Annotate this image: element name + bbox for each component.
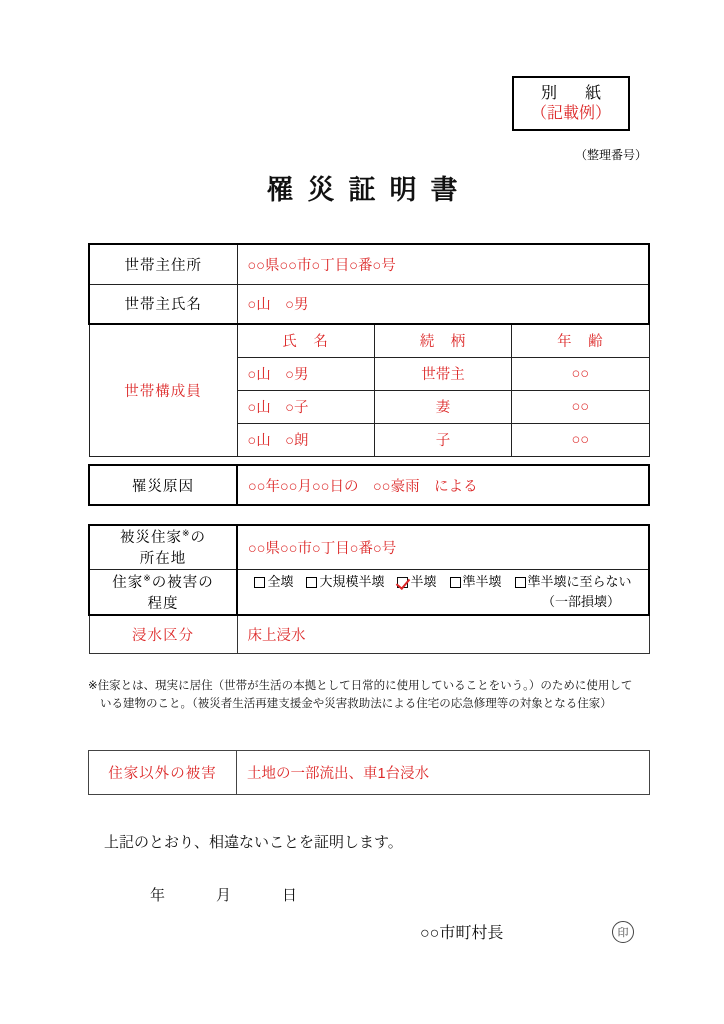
other-damage-value: 土地の一部流出、車1台浸水 [237, 751, 650, 795]
table-row-name [89, 284, 649, 324]
member-age: ○○ [512, 357, 649, 390]
damage-option-note: （一部損壊） [541, 593, 620, 609]
member-relation: 世帯主 [374, 357, 511, 390]
dwelling-location-label-text: 被災住家 [119, 530, 182, 547]
date-line: 年 月 日 [150, 887, 316, 904]
damage-option-label: 準半壊に至らない [527, 574, 632, 590]
member-relation: 子 [374, 423, 511, 456]
member-name: ○山 ○子 [237, 390, 374, 423]
dwelling-damage-label [89, 569, 237, 615]
household-address-label: 世帯主住所 [89, 244, 237, 284]
table-row-flood [89, 615, 649, 653]
dwelling-damage-label-text: 住家 [112, 574, 144, 591]
signer-title: ○○市町村長 [420, 925, 504, 942]
reference-number-label: （整理番号） [575, 148, 648, 162]
attachment-label: 別 紙 [540, 84, 607, 102]
household-address-value: ○○県○○市○丁目○番○号 [237, 244, 649, 284]
damage-option-label: 半壊 [410, 574, 437, 590]
checkbox-icon[interactable] [254, 577, 265, 588]
disaster-cause-label: 罹災原因 [89, 465, 237, 505]
attachment-label-box [512, 76, 630, 131]
dwelling-location-label-line2: 所在地 [139, 551, 187, 568]
checkbox-icon[interactable] [306, 577, 317, 588]
member-relation: 妻 [374, 390, 511, 423]
member-age: ○○ [512, 423, 649, 456]
footnote-mark-icon: ※ [143, 572, 152, 583]
dwelling-damage-label-line2: 程度 [147, 595, 179, 612]
disaster-cause-table [88, 464, 650, 506]
dwelling-damage-table [88, 524, 650, 654]
page-title: 罹災証明書 [266, 175, 472, 205]
flood-category-label: 浸水区分 [89, 615, 237, 653]
damage-option-daikibohankai[interactable] [306, 572, 384, 592]
damage-option-label: 大規模半壊 [319, 574, 385, 590]
household-members-label: 世帯構成員 [89, 324, 237, 456]
household-name-value: ○山 ○男 [237, 284, 649, 324]
table-row-cause [89, 465, 649, 505]
checkbox-checked-icon[interactable] [397, 577, 408, 588]
column-header-relation: 続 柄 [374, 324, 511, 357]
dwelling-location-label [89, 525, 237, 569]
damage-level-options [237, 569, 649, 615]
table-row-other-damage [89, 751, 650, 795]
household-table [88, 243, 650, 457]
member-age: ○○ [512, 390, 649, 423]
dwelling-damage-label-tail: の被害の [151, 574, 214, 591]
footnote-mark-icon: ※ [181, 528, 191, 539]
attachment-example-label: （記載例） [530, 104, 611, 122]
dwelling-location-value: ○○県○○市○丁目○番○号 [237, 525, 649, 569]
household-name-label: 世帯主氏名 [89, 284, 237, 324]
damage-option-label: 全壊 [267, 574, 294, 590]
other-damage-label: 住家以外の被害 [89, 751, 237, 795]
footnote [88, 678, 654, 714]
table-row-location [89, 525, 649, 569]
seal-icon: 印 [612, 921, 634, 943]
damage-option-hankai[interactable] [397, 572, 436, 592]
table-row-member-header [89, 324, 649, 357]
certification-statement: 上記のとおり、相違ないことを証明します。 [104, 834, 403, 851]
table-row-damage-level [89, 569, 649, 615]
column-header-age: 年 齢 [512, 324, 649, 357]
damage-option-label: 準半壊 [462, 574, 502, 590]
dwelling-location-label-tail: の [190, 530, 207, 547]
other-damage-table [88, 750, 650, 795]
table-row-address [89, 244, 649, 284]
checkbox-icon[interactable] [515, 577, 526, 588]
damage-option-junhankai-miman[interactable] [515, 572, 632, 592]
member-name: ○山 ○朗 [237, 423, 374, 456]
footnote-line-2: いる建物のこと。（被災者生活再建支援金や災害救助法による住宅の応急修理等の対象となる住家） [100, 697, 612, 710]
damage-option-zenkai[interactable] [254, 572, 293, 592]
column-header-name: 氏 名 [237, 324, 374, 357]
member-name: ○山 ○男 [237, 357, 374, 390]
damage-option-junhankai[interactable] [450, 572, 502, 592]
disaster-cause-value: ○○年○○月○○日の ○○豪雨 による [237, 465, 649, 505]
damage-checkbox-group [254, 572, 631, 592]
footnote-line-1: ※住家とは、現実に居住（世帯が生活の本拠として日常的に使用していることをいう。）のために使用して [88, 680, 633, 692]
checkbox-icon[interactable] [450, 577, 461, 588]
flood-category-value: 床上浸水 [237, 615, 649, 653]
